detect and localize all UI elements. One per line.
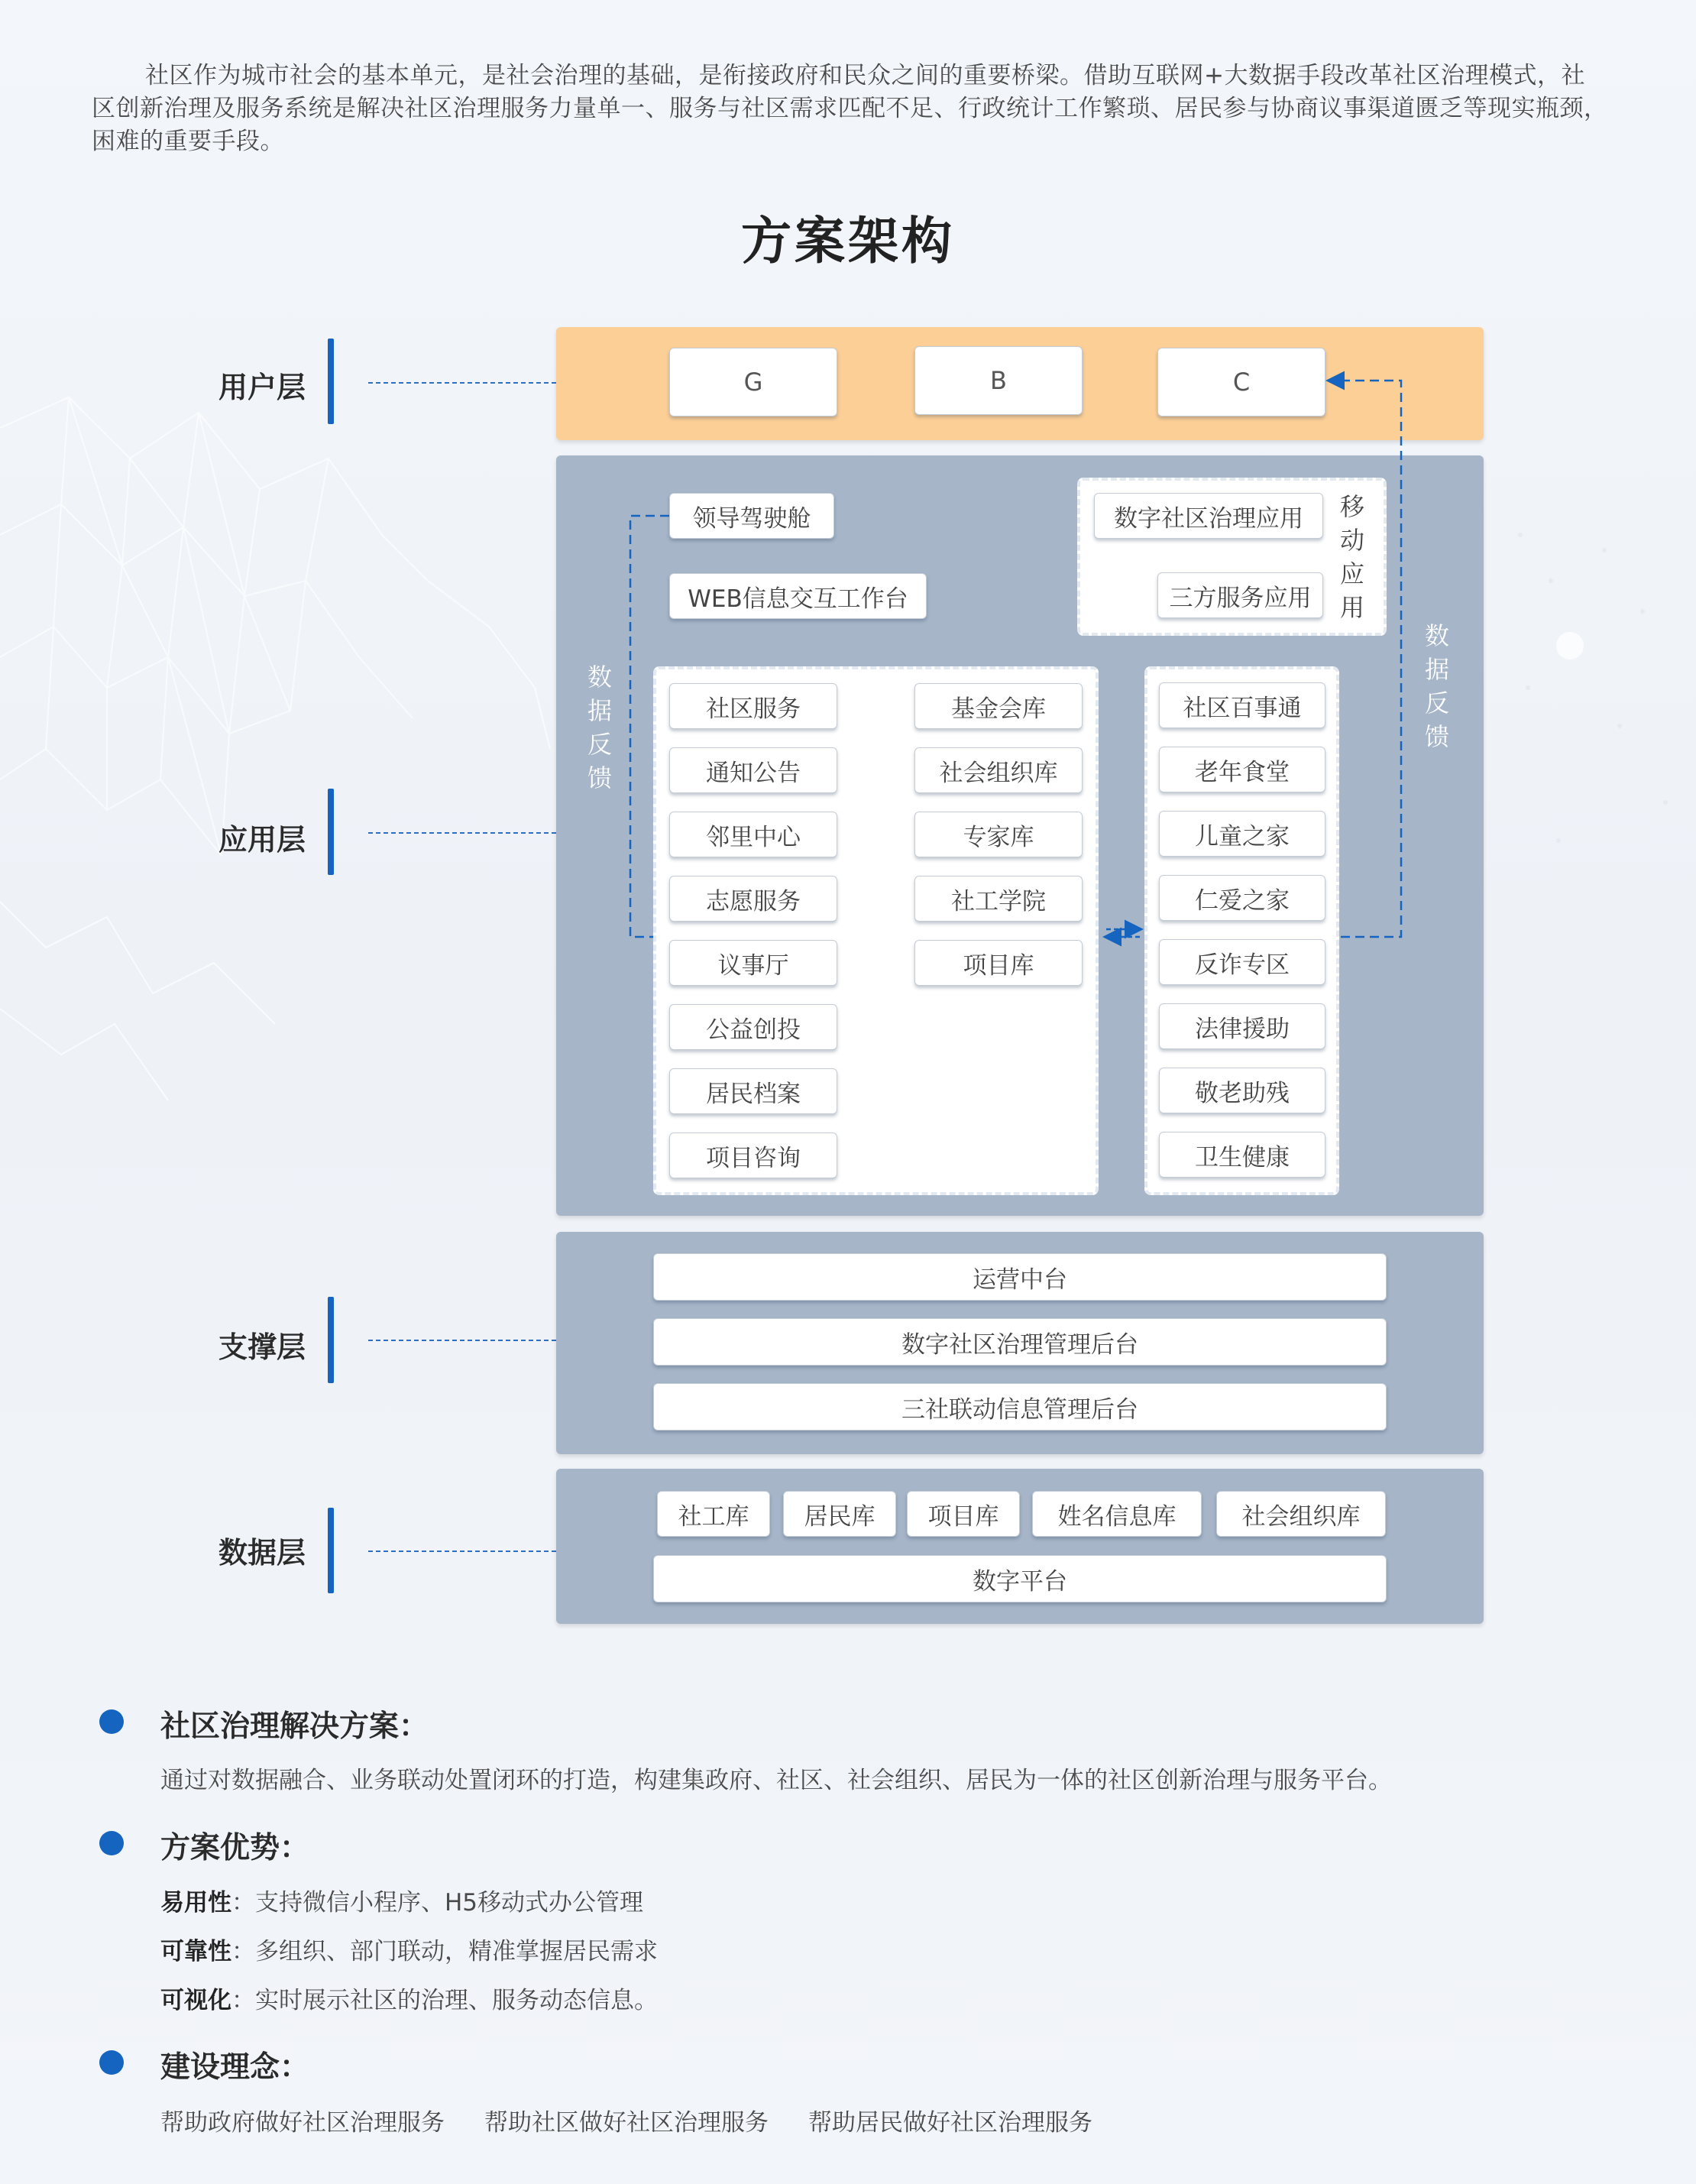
service-module-item: 居民档案 <box>669 1068 837 1114</box>
user-box-c: C <box>1157 348 1325 416</box>
advantage-separator: ： <box>231 1938 255 1965</box>
special-service-item: 仁爱之家 <box>1159 875 1325 921</box>
service-module-item: 公益创投 <box>669 1004 837 1050</box>
special-service-item: 反诈专区 <box>1159 939 1325 985</box>
service-module-item: 邻里中心 <box>669 812 837 857</box>
db-box-social-workers: 社工库 <box>657 1491 770 1537</box>
left-feedback-line <box>630 516 669 937</box>
resource-library-item: 社会组织库 <box>914 747 1083 793</box>
advantage-item <box>160 1981 658 2015</box>
advantage-item <box>160 1883 643 1917</box>
service-module-item: 社区服务 <box>669 683 837 729</box>
service-module-item: 通知公告 <box>669 747 837 793</box>
data-feedback-label-left: 数据反馈 <box>587 663 612 792</box>
intro-paragraph: 社区作为城市社会的基本单元，是社会治理的基础，是衔接政府和民众之间的重要桥梁。借助互联网+大数据手段改革社区治理模式，社区创新治理及服务系统是解决社区治理服务力量单一、服务与社区需求匹配不足、行政统计工作繁琐、居民参与协商议事渠道匮乏等现实瓶颈，困难的重要手段。 <box>92 62 1608 155</box>
resource-library-item: 项目库 <box>914 940 1083 986</box>
section-title-advantages: 方案优势： <box>160 1831 310 1865</box>
section-title-solution: 社区治理解决方案： <box>160 1709 429 1744</box>
mobile-app-label: 移动应用 <box>1339 492 1364 622</box>
web-workbench-box: WEB信息交互工作台 <box>669 573 927 619</box>
db-box-projects: 项目库 <box>907 1491 1020 1537</box>
bullet-dot-concept <box>99 2050 124 2075</box>
resource-library-item: 专家库 <box>914 812 1083 857</box>
concept-item: 帮助社区做好社区治理服务 <box>484 2109 769 2137</box>
advantage-separator: ： <box>231 1987 255 2014</box>
user-box-g: G <box>669 348 837 416</box>
third-party-service-box: 三方服务应用 <box>1157 572 1323 618</box>
advantage-text: 实时展示社区的治理、服务动态信息。 <box>255 1987 658 2014</box>
db-box-social-orgs: 社会组织库 <box>1216 1491 1386 1537</box>
digital-platform-box: 数字平台 <box>653 1555 1387 1602</box>
ops-middle-platform-box: 运营中台 <box>653 1253 1387 1301</box>
advantage-text: 支持微信小程序、H5移动式办公管理 <box>255 1889 644 1917</box>
db-box-names: 姓名信息库 <box>1032 1491 1202 1537</box>
special-service-item: 法律援助 <box>1159 1003 1325 1049</box>
user-box-b: B <box>914 346 1083 415</box>
special-service-item: 社区百事通 <box>1159 682 1325 728</box>
resource-library-item: 社工学院 <box>914 876 1083 922</box>
page-title: 方案架构 <box>741 212 955 271</box>
resource-library-item: 基金会库 <box>914 683 1083 729</box>
special-service-item: 儿童之家 <box>1159 811 1325 857</box>
three-society-admin-box: 三社联动信息管理后台 <box>653 1383 1387 1431</box>
concept-item: 帮助居民做好社区治理服务 <box>808 2109 1092 2137</box>
section-text-solution: 通过对数据融合、业务联动处置闭环的打造，构建集政府、社区、社会组织、居民为一体的社区创新治理与服务平台。 <box>160 1767 1392 1794</box>
concept-item: 帮助政府做好社区治理服务 <box>160 2109 445 2137</box>
bullet-dot-advantages <box>99 1831 124 1855</box>
layer-label-support: 支撑层 <box>218 1330 306 1364</box>
advantage-term: 可视化 <box>160 1987 231 2014</box>
governance-admin-box: 数字社区治理管理后台 <box>653 1318 1387 1366</box>
service-module-item: 项目咨询 <box>669 1133 837 1178</box>
layer-label-data: 数据层 <box>218 1536 306 1570</box>
service-module-item: 志愿服务 <box>669 876 837 922</box>
layer-label-app: 应用层 <box>218 823 306 857</box>
digital-community-app-box: 数字社区治理应用 <box>1094 493 1323 539</box>
right-feedback-arrow <box>1329 381 1401 937</box>
section-title-concept: 建设理念： <box>160 2050 310 2085</box>
db-box-residents: 居民库 <box>783 1491 896 1537</box>
special-service-item: 老年食堂 <box>1159 747 1325 792</box>
data-feedback-label-right: 数据反馈 <box>1424 621 1449 751</box>
special-service-item: 卫生健康 <box>1159 1132 1325 1178</box>
advantage-separator: ： <box>231 1889 255 1917</box>
advantage-text: 多组织、部门联动，精准掌握居民需求 <box>255 1938 658 1965</box>
service-module-item: 议事厅 <box>669 940 837 986</box>
layer-label-user: 用户层 <box>218 371 306 404</box>
bullet-dot-solution <box>99 1709 124 1734</box>
advantage-item <box>160 1932 658 1966</box>
advantage-term: 易用性 <box>160 1889 231 1917</box>
special-service-item: 敬老助残 <box>1159 1068 1325 1113</box>
leader-cockpit-box: 领导驾驶舱 <box>669 493 834 539</box>
advantage-term: 可靠性 <box>160 1938 231 1965</box>
